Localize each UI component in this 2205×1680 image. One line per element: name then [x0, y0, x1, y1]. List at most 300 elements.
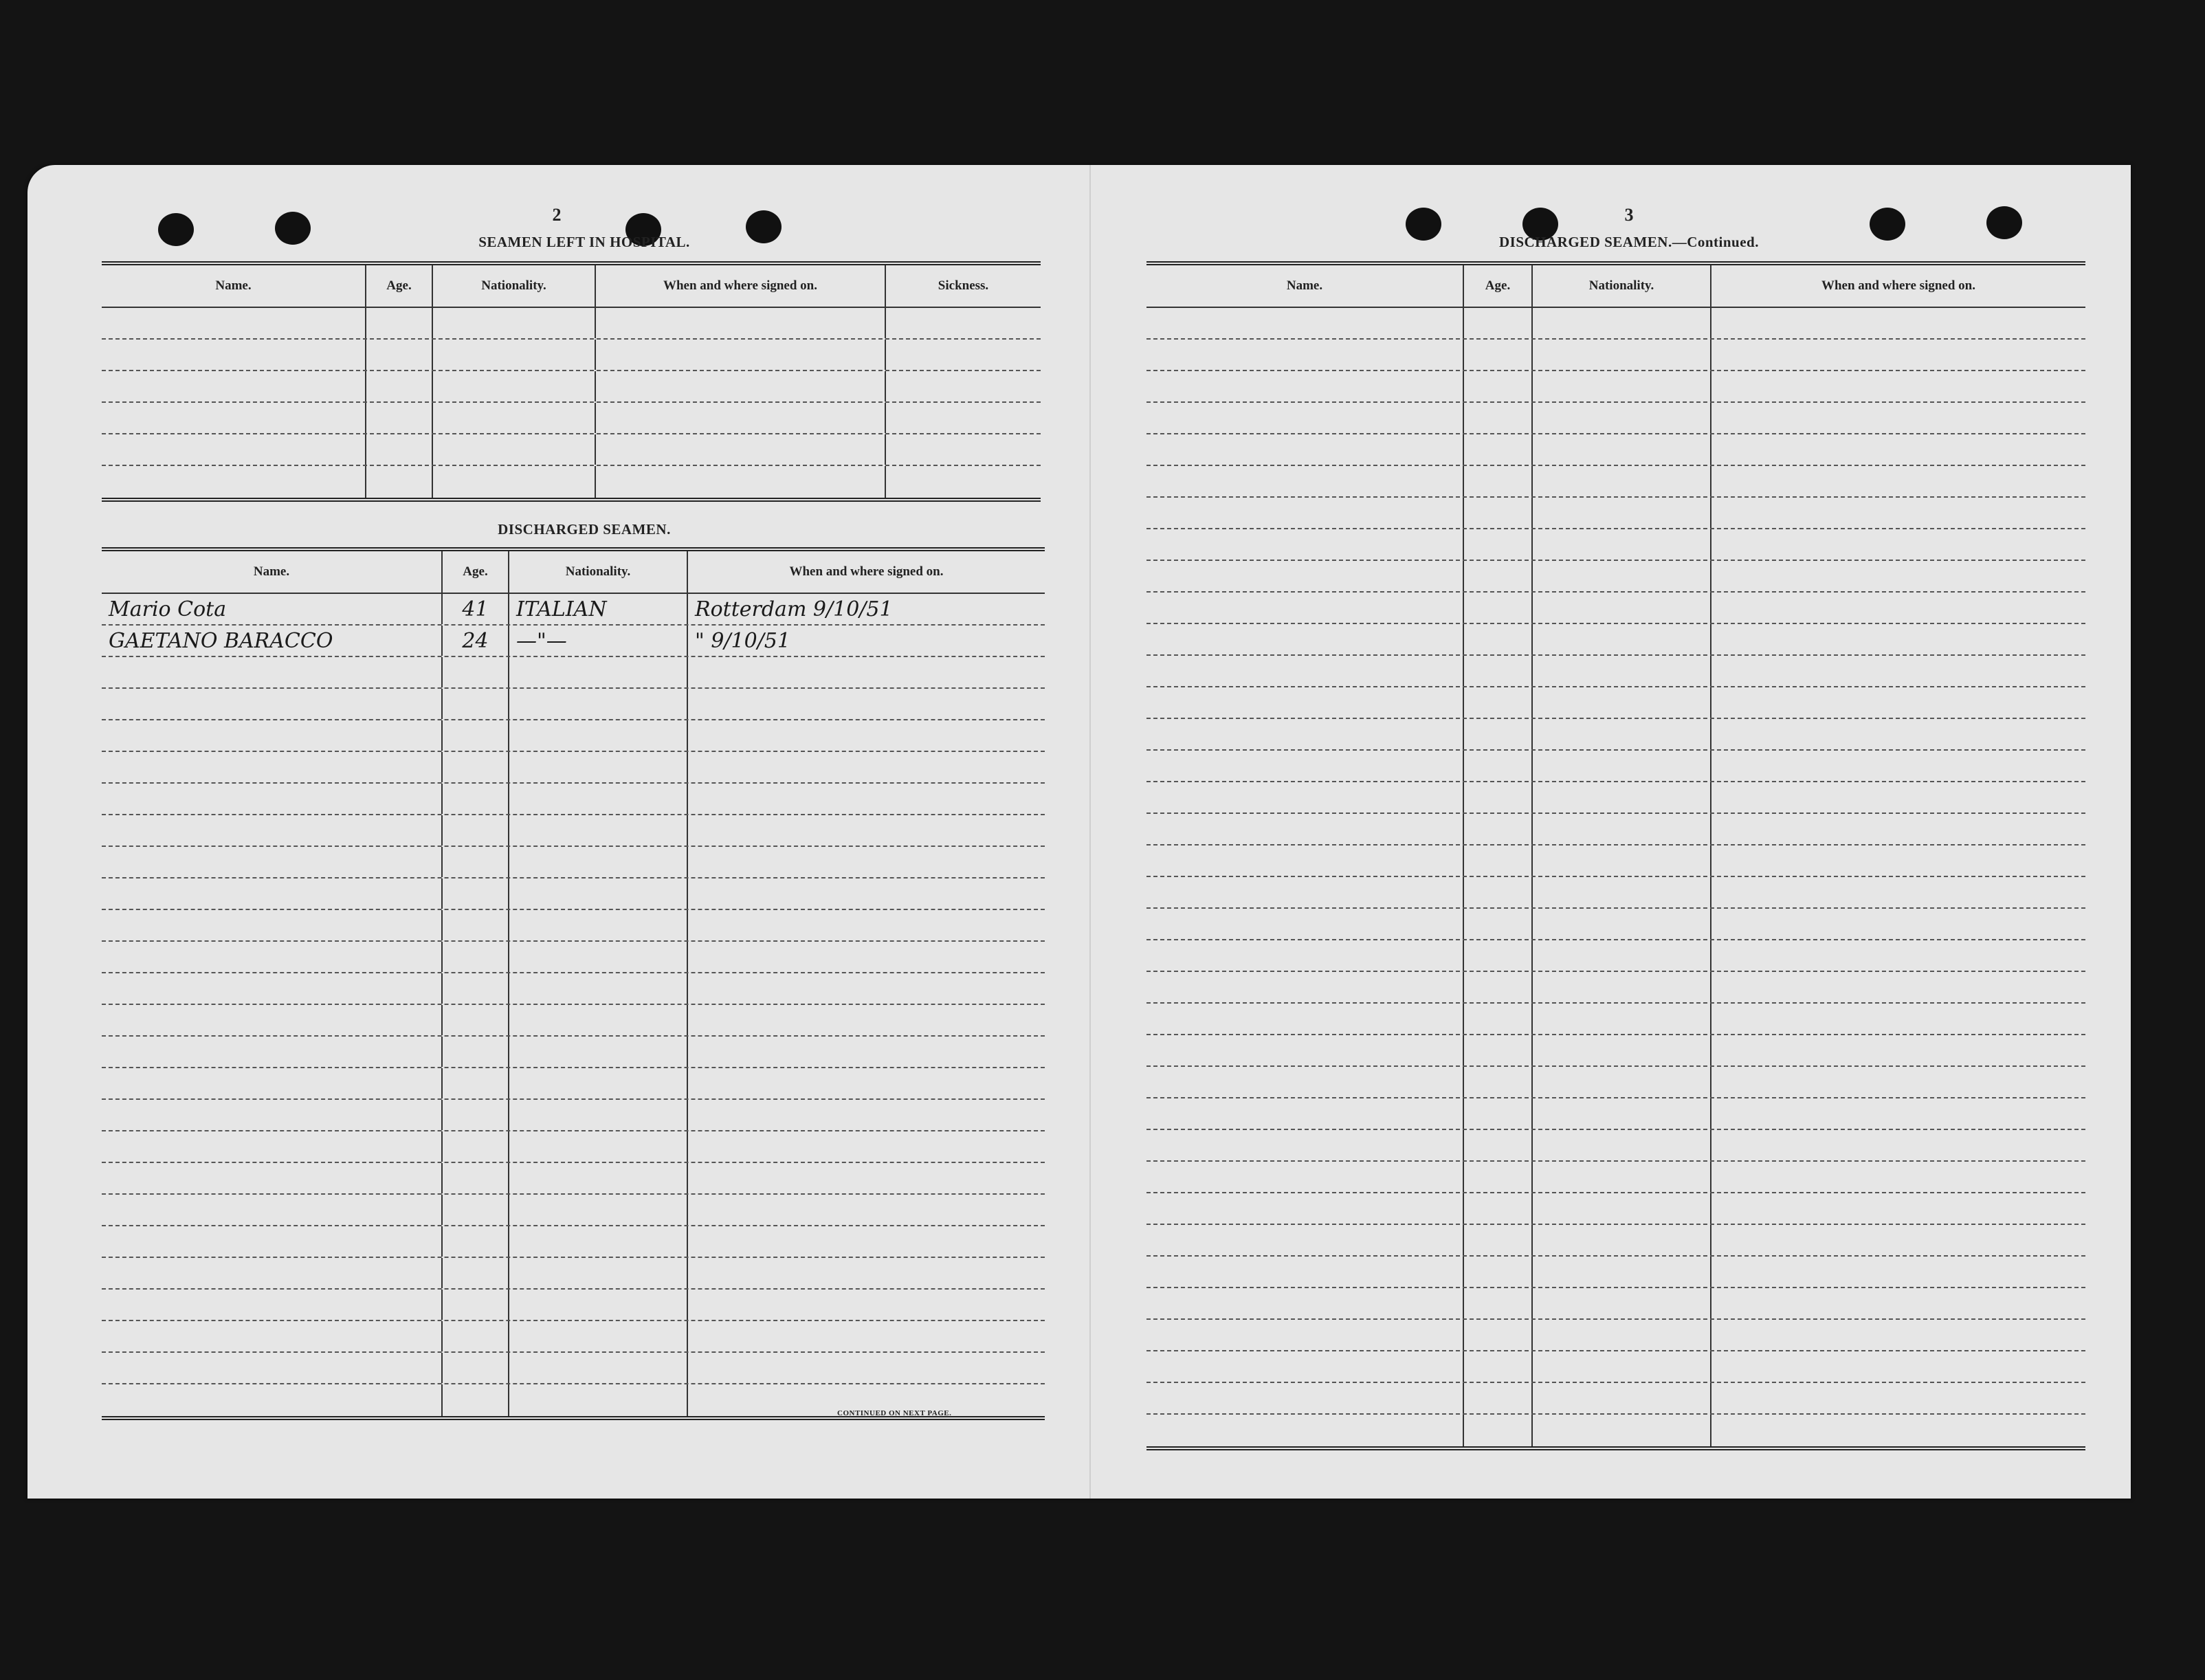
table-cell — [102, 847, 443, 877]
table-cell — [366, 371, 433, 401]
table-row — [1146, 845, 2085, 877]
table-row — [1146, 561, 2085, 593]
table-cell — [1533, 1035, 1711, 1065]
table-cell — [1711, 1351, 2085, 1382]
table-cell — [1533, 1098, 1711, 1129]
table-cell — [886, 403, 1041, 433]
table-cell — [688, 1226, 1045, 1257]
punch-hole — [1986, 206, 2022, 239]
table-row — [102, 1226, 1045, 1258]
table-cell — [443, 1290, 509, 1320]
table-cell — [1146, 909, 1464, 939]
column-header: Nationality. — [433, 265, 596, 307]
table-cell — [688, 1290, 1045, 1320]
table-row — [102, 973, 1045, 1005]
table-row — [1146, 972, 2085, 1004]
table-cell — [1464, 1035, 1533, 1065]
table-row — [1146, 1257, 2085, 1288]
table-cell — [1711, 371, 2085, 401]
table-cell — [688, 910, 1045, 940]
table-row — [1146, 1035, 2085, 1067]
continued-table-body — [1146, 308, 2085, 1446]
table-cell — [1533, 940, 1711, 971]
table-cell — [1533, 1004, 1711, 1034]
table-cell — [1533, 434, 1711, 465]
table-cell — [688, 815, 1045, 845]
table-cell — [1533, 751, 1711, 781]
table-cell — [509, 784, 688, 814]
table-cell — [688, 973, 1045, 1004]
table-cell — [1464, 751, 1533, 781]
continued-table-header — [1146, 265, 2085, 308]
table-cell — [102, 689, 443, 719]
table-cell — [366, 340, 433, 370]
table-cell — [1464, 434, 1533, 465]
table-cell — [1146, 1193, 1464, 1224]
table-cell — [886, 434, 1041, 465]
table-row — [1146, 434, 2085, 466]
table-cell — [443, 1321, 509, 1351]
discharged-continued-title: DISCHARGED SEAMEN.—Continued. — [1499, 234, 1759, 250]
table-cell — [688, 689, 1045, 719]
table-cell — [443, 1195, 509, 1225]
table-cell — [1464, 308, 1533, 338]
table-cell — [509, 1100, 688, 1130]
table-cell: 24 — [443, 626, 509, 656]
table-row — [1146, 340, 2085, 371]
table-row — [1146, 498, 2085, 529]
table-cell — [1146, 593, 1464, 623]
table-row — [1146, 403, 2085, 434]
table-cell — [688, 847, 1045, 877]
table-row — [102, 403, 1041, 434]
table-cell — [1146, 340, 1464, 370]
table-row — [102, 1163, 1045, 1195]
table-row — [102, 878, 1045, 910]
table-cell — [1146, 308, 1464, 338]
table-cell — [102, 720, 443, 751]
table-row — [1146, 814, 2085, 845]
table-cell — [1146, 940, 1464, 971]
table-cell — [102, 403, 366, 433]
table-cell — [509, 1321, 688, 1351]
table-cell — [1711, 1162, 2085, 1192]
table-cell — [1146, 972, 1464, 1002]
table-cell: GAETANO BARACCO — [102, 626, 443, 656]
table-cell — [443, 657, 509, 687]
table-cell — [1533, 782, 1711, 813]
table-cell — [443, 689, 509, 719]
table-cell — [1711, 624, 2085, 654]
table-cell — [1711, 1193, 2085, 1224]
table-cell — [1711, 1035, 2085, 1065]
table-cell — [443, 752, 509, 782]
table-cell — [688, 720, 1045, 751]
table-cell — [1711, 814, 2085, 844]
continued-note: CONTINUED ON NEXT PAGE. — [837, 1409, 952, 1417]
table-cell — [1533, 529, 1711, 560]
table-cell — [509, 1131, 688, 1162]
table-cell — [509, 878, 688, 909]
table-cell — [886, 308, 1041, 338]
table-cell — [1464, 1098, 1533, 1129]
table-cell — [1533, 814, 1711, 844]
table-cell — [1711, 1067, 2085, 1097]
discharged-section-title: DISCHARGED SEAMEN. — [498, 521, 671, 538]
table-cell — [886, 340, 1041, 370]
table-cell — [1146, 687, 1464, 718]
table-cell — [596, 340, 886, 370]
table-cell — [443, 847, 509, 877]
table-cell — [443, 1226, 509, 1257]
table-row — [1146, 719, 2085, 751]
table-cell — [1146, 1351, 1464, 1382]
table-cell — [1464, 466, 1533, 496]
table-cell — [443, 815, 509, 845]
table-cell — [1464, 371, 1533, 401]
table-cell — [886, 466, 1041, 498]
table-row — [102, 1258, 1045, 1290]
table-row — [102, 1290, 1045, 1321]
table-cell — [1146, 1035, 1464, 1065]
table-cell — [509, 847, 688, 877]
table-cell — [102, 942, 443, 972]
table-row — [1146, 371, 2085, 403]
table-cell — [688, 1005, 1045, 1035]
table-cell — [1464, 1193, 1533, 1224]
table-cell — [1146, 1130, 1464, 1160]
document-page-spread — [27, 165, 2131, 1499]
table-cell — [102, 1384, 443, 1416]
table-cell — [688, 1353, 1045, 1383]
punch-hole — [158, 213, 194, 246]
table-cell — [433, 340, 596, 370]
table-cell — [688, 1163, 1045, 1193]
table-cell — [1533, 1162, 1711, 1192]
table-cell — [102, 308, 366, 338]
table-cell — [443, 784, 509, 814]
table-row — [102, 1037, 1045, 1068]
table-cell — [443, 1068, 509, 1098]
table-cell: Mario Cota — [102, 594, 443, 624]
table-cell — [1464, 1067, 1533, 1097]
table-cell — [1464, 1288, 1533, 1318]
table-cell — [1146, 1162, 1464, 1192]
table-cell — [102, 1353, 443, 1383]
table-cell — [1711, 751, 2085, 781]
hospital-table — [102, 261, 1041, 502]
table-cell — [688, 1195, 1045, 1225]
table-cell — [509, 1195, 688, 1225]
table-row — [102, 784, 1045, 815]
table-cell — [433, 403, 596, 433]
table-row — [1146, 1383, 2085, 1415]
column-header: Age. — [1464, 265, 1533, 307]
table-row — [102, 1195, 1045, 1226]
table-cell — [1464, 340, 1533, 370]
table-cell — [366, 308, 433, 338]
page-number-right: 3 — [1624, 205, 1634, 225]
table-cell — [509, 1163, 688, 1193]
table-cell — [1711, 1415, 2085, 1446]
table-cell — [102, 1037, 443, 1067]
table-cell — [1711, 1320, 2085, 1350]
table-cell — [509, 1005, 688, 1035]
table-row — [1146, 593, 2085, 624]
table-row — [102, 626, 1045, 657]
table-cell — [1533, 466, 1711, 496]
table-cell — [102, 340, 366, 370]
table-cell — [509, 657, 688, 687]
table-cell: " 9/10/51 — [695, 629, 790, 653]
table-row — [1146, 529, 2085, 561]
table-row — [102, 689, 1045, 720]
table-cell — [509, 752, 688, 782]
table-cell — [102, 878, 443, 909]
table-row — [102, 466, 1041, 498]
table-cell — [509, 1384, 688, 1416]
table-cell — [433, 434, 596, 465]
table-row — [102, 752, 1045, 784]
hospital-table-body — [102, 308, 1041, 498]
table-cell — [688, 1068, 1045, 1098]
page-fold — [1089, 165, 1091, 1499]
table-row — [102, 942, 1045, 973]
table-cell — [688, 1258, 1045, 1288]
column-header: When and where signed on. — [596, 265, 886, 307]
table-cell — [102, 657, 443, 687]
table-cell — [1711, 877, 2085, 907]
table-cell — [1464, 529, 1533, 560]
table-cell — [1464, 909, 1533, 939]
table-cell — [1533, 498, 1711, 528]
table-cell — [1146, 403, 1464, 433]
table-cell — [1533, 1320, 1711, 1350]
table-cell — [1464, 1225, 1533, 1255]
table-cell — [443, 878, 509, 909]
table-cell — [509, 1226, 688, 1257]
table-cell — [443, 910, 509, 940]
table-row — [102, 1353, 1045, 1384]
table-cell — [1146, 1288, 1464, 1318]
table-cell — [102, 910, 443, 940]
table-cell — [1146, 751, 1464, 781]
table-cell — [1464, 561, 1533, 591]
table-row — [1146, 1130, 2085, 1162]
table-cell — [1533, 845, 1711, 876]
table-cell — [443, 720, 509, 751]
hospital-table-header — [102, 265, 1041, 308]
table-cell — [443, 1100, 509, 1130]
table-cell — [1146, 1067, 1464, 1097]
punch-hole — [1406, 208, 1441, 241]
discharged-table — [102, 547, 1045, 1420]
table-cell — [1146, 1415, 1464, 1446]
table-cell — [1464, 687, 1533, 718]
table-cell — [1146, 1320, 1464, 1350]
column-header: Nationality. — [509, 551, 688, 593]
table-cell — [102, 1290, 443, 1320]
table-cell — [1146, 1383, 1464, 1413]
column-header: Sickness. — [938, 278, 989, 293]
discharged-table-header — [102, 551, 1045, 594]
table-cell — [1464, 593, 1533, 623]
table-row — [102, 720, 1045, 752]
table-cell — [1533, 1351, 1711, 1382]
table-cell — [1711, 1130, 2085, 1160]
column-header: When and where signed on. — [789, 564, 944, 579]
table-cell — [443, 1163, 509, 1193]
table-cell — [509, 973, 688, 1004]
table-cell — [509, 1290, 688, 1320]
table-row — [1146, 1067, 2085, 1098]
table-row — [102, 1100, 1045, 1131]
table-cell — [1711, 561, 2085, 591]
table-cell — [1464, 1320, 1533, 1350]
table-cell — [443, 1384, 509, 1416]
table-cell — [509, 910, 688, 940]
table-row — [1146, 909, 2085, 940]
table-cell — [1533, 1193, 1711, 1224]
table-cell — [1464, 877, 1533, 907]
column-header: When and where signed on. — [1821, 278, 1975, 293]
table-cell — [102, 1005, 443, 1035]
table-cell — [596, 308, 886, 338]
table-row — [1146, 751, 2085, 782]
table-cell: ITALIAN — [509, 594, 688, 624]
table-row — [102, 340, 1041, 371]
table-cell — [1146, 624, 1464, 654]
table-cell — [1711, 656, 2085, 686]
column-header: Name. — [1146, 265, 1464, 307]
table-cell — [1533, 371, 1711, 401]
table-cell — [1711, 972, 2085, 1002]
table-cell — [509, 1068, 688, 1098]
table-cell — [102, 752, 443, 782]
table-cell — [509, 720, 688, 751]
table-row — [1146, 1162, 2085, 1193]
table-cell — [1533, 593, 1711, 623]
table-row — [1146, 1098, 2085, 1130]
table-row — [1146, 877, 2085, 909]
table-cell — [688, 878, 1045, 909]
table-cell — [1464, 656, 1533, 686]
table-cell — [1533, 1288, 1711, 1318]
table-cell — [1533, 877, 1711, 907]
table-row — [1146, 940, 2085, 972]
table-cell — [1533, 624, 1711, 654]
table-cell — [1533, 656, 1711, 686]
table-cell — [443, 1258, 509, 1288]
table-cell — [102, 815, 443, 845]
table-cell — [443, 973, 509, 1004]
table-cell — [443, 1353, 509, 1383]
table-cell: —"— — [509, 626, 688, 656]
table-cell — [1533, 1383, 1711, 1413]
table-cell — [443, 1005, 509, 1035]
table-cell — [102, 1131, 443, 1162]
column-header: Nationality. — [1533, 265, 1711, 307]
table-cell — [1146, 1257, 1464, 1287]
table-cell — [886, 371, 1041, 401]
table-cell — [1533, 719, 1711, 749]
table-cell — [1711, 719, 2085, 749]
table-cell — [1533, 1130, 1711, 1160]
table-row — [1146, 1225, 2085, 1257]
table-cell — [1533, 1225, 1711, 1255]
table-cell — [1464, 782, 1533, 813]
table-cell — [102, 1068, 443, 1098]
table-cell — [688, 1100, 1045, 1130]
table-cell — [1711, 1098, 2085, 1129]
table-cell — [1533, 403, 1711, 433]
table-cell — [1146, 561, 1464, 591]
table-cell — [1533, 308, 1711, 338]
table-cell — [1146, 814, 1464, 844]
table-cell — [1711, 1288, 2085, 1318]
table-row — [102, 657, 1045, 689]
table-cell — [1146, 1225, 1464, 1255]
table-cell — [366, 403, 433, 433]
table-cell — [1464, 498, 1533, 528]
table-cell — [1711, 687, 2085, 718]
table-cell — [433, 308, 596, 338]
table-cell — [1711, 403, 2085, 433]
table-cell — [1711, 498, 2085, 528]
table-cell — [1533, 687, 1711, 718]
table-cell — [443, 942, 509, 972]
table-row — [1146, 466, 2085, 498]
table-cell — [102, 371, 366, 401]
table-cell — [102, 434, 366, 465]
table-cell — [1464, 403, 1533, 433]
table-cell — [509, 1258, 688, 1288]
table-cell — [1711, 909, 2085, 939]
column-header: Name. — [102, 265, 366, 307]
table-cell — [1711, 434, 2085, 465]
table-cell — [102, 973, 443, 1004]
column-header: Age. — [443, 551, 509, 593]
column-header: Age. — [366, 265, 433, 307]
table-cell — [1464, 1130, 1533, 1160]
table-row — [1146, 1193, 2085, 1225]
table-cell — [366, 466, 433, 498]
table-cell — [102, 1163, 443, 1193]
table-cell — [1146, 498, 1464, 528]
table-cell — [1146, 1098, 1464, 1129]
table-cell — [1464, 1383, 1533, 1413]
table-cell — [102, 466, 366, 498]
punch-hole — [275, 212, 311, 245]
table-cell — [443, 1131, 509, 1162]
table-cell — [1711, 308, 2085, 338]
table-cell — [102, 784, 443, 814]
table-cell — [1711, 529, 2085, 560]
table-cell — [1146, 434, 1464, 465]
table-row — [1146, 1288, 2085, 1320]
table-cell — [1533, 1415, 1711, 1446]
table-row — [1146, 1415, 2085, 1446]
table-cell — [1533, 561, 1711, 591]
table-cell — [688, 784, 1045, 814]
table-cell — [1533, 340, 1711, 370]
page-number-left: 2 — [552, 205, 562, 225]
table-row — [102, 1131, 1045, 1163]
table-cell — [1146, 371, 1464, 401]
table-cell — [688, 1037, 1045, 1067]
table-cell — [509, 1037, 688, 1067]
table-cell — [509, 1353, 688, 1383]
